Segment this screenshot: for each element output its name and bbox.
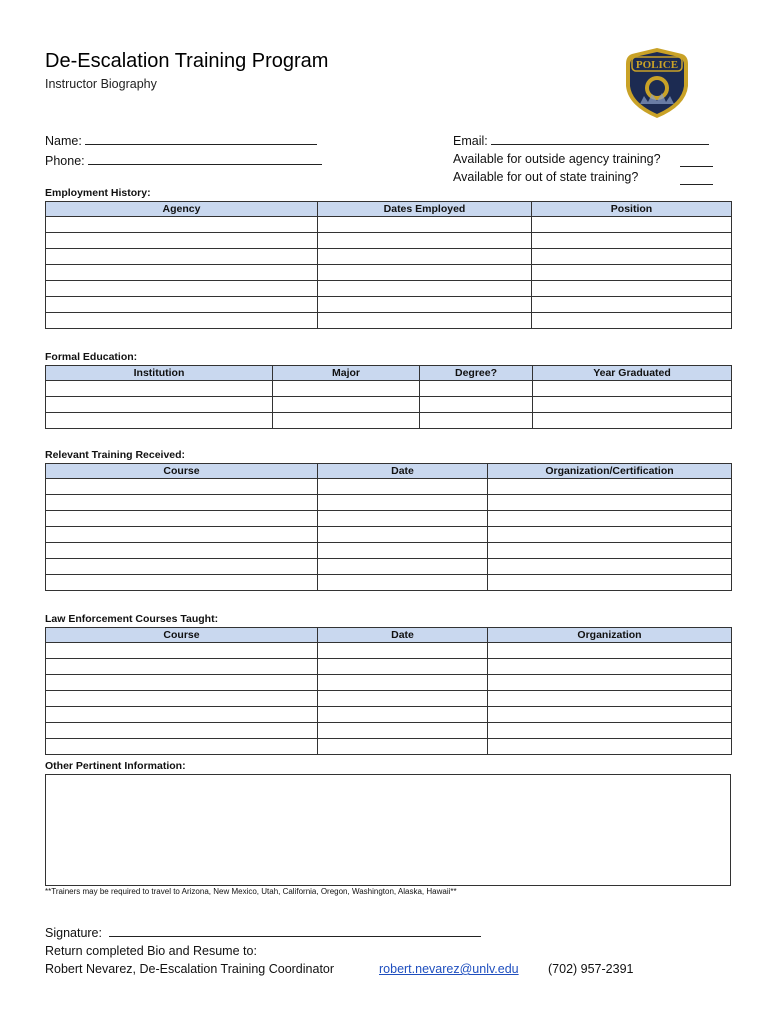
return-instructions: Return completed Bio and Resume to: xyxy=(45,944,257,958)
table-row xyxy=(46,691,732,707)
table-row xyxy=(46,233,732,249)
table-row xyxy=(46,527,732,543)
phone-blank[interactable] xyxy=(88,152,322,165)
other-information-label: Other Pertinent Information: xyxy=(45,760,186,772)
coordinator-name: Robert Nevarez, De-Escalation Training Coordinator xyxy=(45,962,335,976)
email-field[interactable] xyxy=(453,132,709,148)
courses-taught-table xyxy=(45,627,732,755)
table-row xyxy=(46,643,732,659)
table-row xyxy=(46,511,732,527)
outside-agency-question xyxy=(453,152,661,166)
col-major: Major xyxy=(273,366,420,381)
out-of-state-label: Available for out of state training? xyxy=(453,170,639,184)
outside-agency-label: Available for outside agency training? xyxy=(453,152,661,166)
phone-field[interactable] xyxy=(45,152,322,168)
table-row xyxy=(46,479,732,495)
page-title: De-Escalation Training Program xyxy=(45,50,329,72)
out-of-state-question xyxy=(453,170,638,184)
relevant-training-table xyxy=(45,463,732,591)
table-row xyxy=(46,217,732,233)
signature-label: Signature: xyxy=(45,926,102,940)
table-row xyxy=(46,265,732,281)
col-degree: Degree? xyxy=(420,366,533,381)
col-course: Course xyxy=(46,628,318,643)
email-label: Email: xyxy=(453,134,488,148)
name-label: Name: xyxy=(45,134,82,148)
table-row xyxy=(46,397,732,413)
travel-footnote: **Trainers may be required to travel to Arizona, New Mexico, Utah, California, Oregon, Washington, Alaska, Hawaii** xyxy=(45,887,457,896)
email-blank[interactable] xyxy=(491,132,709,145)
col-date: Date xyxy=(318,628,488,643)
other-information-box[interactable] xyxy=(45,774,731,886)
table-row xyxy=(46,381,732,397)
table-row xyxy=(46,281,732,297)
phone-label: Phone: xyxy=(45,154,85,168)
table-row xyxy=(46,543,732,559)
col-date: Date xyxy=(318,464,488,479)
outside-agency-blank[interactable] xyxy=(680,154,713,167)
col-dates-employed: Dates Employed xyxy=(318,202,532,217)
table-row xyxy=(46,739,732,755)
col-course: Course xyxy=(46,464,318,479)
coordinator-email-link[interactable]: robert.nevarez@unlv.edu xyxy=(379,962,519,976)
table-row xyxy=(46,723,732,739)
employment-history-table xyxy=(45,201,732,329)
name-blank[interactable] xyxy=(85,132,317,145)
table-row xyxy=(46,313,732,329)
table-row xyxy=(46,707,732,723)
signature-blank[interactable] xyxy=(109,924,481,937)
coordinator-phone: (702) 957-2391 xyxy=(548,962,634,976)
table-row xyxy=(46,249,732,265)
formal-education-label: Formal Education: xyxy=(45,351,138,363)
table-row xyxy=(46,495,732,511)
table-row xyxy=(46,297,732,313)
col-agency: Agency xyxy=(46,202,318,217)
col-year-graduated: Year Graduated xyxy=(533,366,732,381)
table-row xyxy=(46,659,732,675)
svg-text:POLICE: POLICE xyxy=(635,59,679,71)
name-field[interactable] xyxy=(45,132,317,148)
col-position: Position xyxy=(532,202,732,217)
formal-education-table xyxy=(45,365,732,429)
out-of-state-blank[interactable] xyxy=(680,172,713,185)
table-row xyxy=(46,413,732,429)
courses-taught-label: Law Enforcement Courses Taught: xyxy=(45,613,219,625)
relevant-training-label: Relevant Training Received: xyxy=(45,449,186,461)
table-row xyxy=(46,575,732,591)
employment-history-label: Employment History: xyxy=(45,187,151,199)
page-subtitle: Instructor Biography xyxy=(45,77,157,91)
col-institution: Institution xyxy=(46,366,273,381)
signature-field[interactable] xyxy=(45,924,481,940)
col-organization-certification: Organization/Certification xyxy=(488,464,732,479)
police-badge-logo xyxy=(620,46,694,120)
table-row xyxy=(46,559,732,575)
col-organization: Organization xyxy=(488,628,732,643)
table-row xyxy=(46,675,732,691)
